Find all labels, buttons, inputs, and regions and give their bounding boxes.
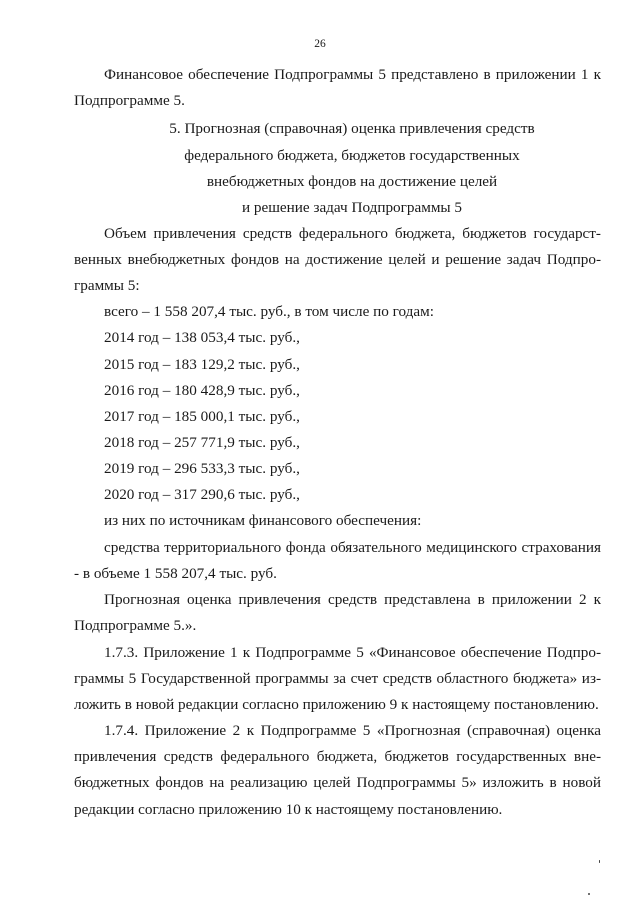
year-line: 2019 год – 296 533,3 тыс. руб., [104, 460, 300, 477]
total-line: всего – 1 558 207,4 тыс. руб., в том числе по годам: [104, 303, 434, 320]
year-line: 2014 год – 138 053,4 тыс. руб., [104, 329, 300, 346]
year-line: 2016 год – 180 428,9 тыс. руб., [104, 382, 300, 399]
text-line: граммы 5: [74, 277, 140, 294]
text-line: Прогнозная оценка привлечения средств представлена в приложении 2 к [104, 591, 601, 608]
section-heading: и решение задач Подпрограммы 5 [241, 199, 463, 216]
text-line: привлечения средств федерального бюджета, бюджетов государственных вне- [74, 748, 601, 765]
year-line: 2018 год – 257 771,9 тыс. руб., [104, 434, 300, 451]
year-line: 2015 год – 183 129,2 тыс. руб., [104, 356, 300, 373]
text-line: венных внебюджетных фондов на достижение целей и решение задач Подпро- [74, 251, 601, 268]
text-line: средства территориального фонда обязательного медицинского страхования [104, 539, 601, 556]
page-number: 26 [314, 38, 326, 50]
text-line: граммы 5 Государственной программы за счет средств областного бюджета» из- [74, 670, 601, 687]
text-line: Подпрограмме 5.». [74, 617, 197, 634]
text-line: Финансовое обеспечение Подпрограммы 5 представлено в приложении 1 к [104, 66, 601, 83]
text-line: 1.7.4. Приложение 2 к Подпрограмме 5 «Прогнозная (справочная) оценка [104, 722, 601, 739]
text-line: Объем привлечения средств федерального бюджета, бюджетов государст- [104, 225, 601, 242]
year-line: 2017 год – 185 000,1 тыс. руб., [104, 408, 300, 425]
text-line: из них по источникам финансового обеспечения: [104, 512, 422, 529]
scan-speck [599, 860, 600, 863]
text-line: ложить в новой редакции согласно приложению 9 к настоящему постановлению. [74, 696, 599, 713]
text-line: - в объеме 1 558 207,4 тыс. руб. [74, 565, 277, 582]
section-heading: 5. Прогнозная (справочная) оценка привлечения средств [169, 120, 535, 137]
section-heading: внебюджетных фондов на достижение целей [206, 173, 498, 190]
section-heading: федерального бюджета, бюджетов государственных [184, 147, 520, 164]
text-line: бюджетных фондов на реализацию целей Подпрограммы 5» изложить в новой [74, 774, 601, 791]
year-line: 2020 год – 317 290,6 тыс. руб., [104, 486, 300, 503]
scan-speck [588, 893, 590, 895]
text-line: 1.7.3. Приложение 1 к Подпрограмме 5 «Финансовое обеспечение Подпро- [104, 644, 601, 661]
text-line: редакции согласно приложению 10 к настоящему постановлению. [74, 801, 503, 818]
text-line: Подпрограмме 5. [74, 92, 185, 109]
